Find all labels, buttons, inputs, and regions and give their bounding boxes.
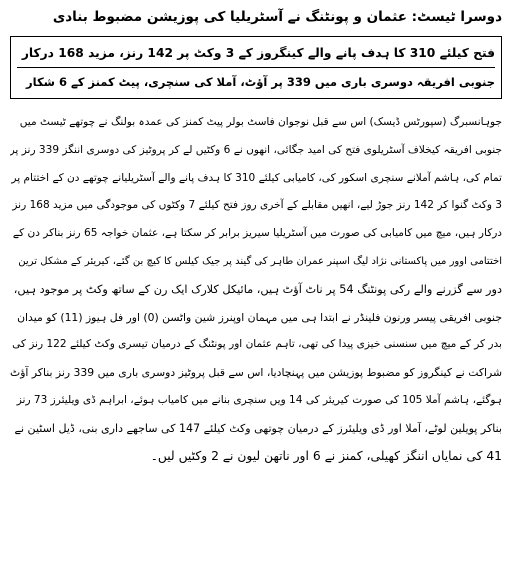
article-body [10, 109, 502, 470]
subheadline-2: جنوبی افریقہ دوسری باری میں 339 پر آؤٹ، آملا کی سنچری، پیٹ کمنز کے 6 شکار [17, 67, 495, 96]
article-headline: دوسرا ٹیسٹ: عثمان و پونٹنگ نے آسٹریلیا کی پوزیشن مضبوط بنادی [52, 9, 502, 25]
body-line: بناکر پویلین لوٹے، آملا اور ڈی ویلیئرز کے درمیان چوتھی وکٹ کیلئے 147 کی ساجھے داری بنی، ڈیل اسٹین نے [14, 421, 502, 435]
body-line: درکار ہیں، میچ میں کامیابی کی صورت میں آسٹریلیا سیریز برابر کر سکتا ہے، عثمان خواجہ 65 رنز بناکر دن کے [12, 227, 502, 240]
body-line: شراکت نے کینگروز کو مضبوط پوزیشن میں پہنچادیا، اس سے قبل پروٹیز دوسری باری میں 339 رنز بناکر آؤٹ [10, 366, 502, 380]
body-line: اختتامی اوور میں پاکستانی نژاد لیگ اسپنر عمران طاہر کی گیند پر جیک کیلس کا کیچ بن گئے، کیریئر کے مشکل ترین [18, 255, 502, 267]
body-line: بدر کر کے میچ میں سنسنی خیزی پیدا کی تھی، تاہم عثمان اور پونٹنگ کے درمیان تیسری وکٹ کیلئے 122 رنز کی [12, 338, 502, 351]
subheadline-box [10, 36, 502, 99]
body-line: جوہانسبرگ (سپورٹس ڈیسک) اس سے قبل نوجوان فاسٹ بولر پیٹ کمنز کی عمدہ بولنگ نے چوتھے ٹیسٹ میں [19, 116, 502, 128]
body-line: ہوگئے، ہاشم آملا 105 کی صورت کیریئر کی 14 ویں سنچری بنانے میں کامیاب ہوئے، ابراہم ڈی ویلیئرز 73 رنز [16, 393, 502, 406]
body-line: دور سے گزرنے والے رکی پونٹنگ 54 پر ناٹ آؤٹ ہیں، مائیکل کلارک ایک رن کے ساتھ وکٹ پر موجود ہیں، [13, 282, 502, 296]
subheadline-1: فتح کیلئے 310 کا ہدف پانے والے کینگروز کے 3 وکٹ پر 142 رنز، مزید 168 درکار [21, 46, 495, 60]
body-line: 41 کی نمایاں اننگز کھیلی، کمنز نے 6 اور ناتھن لیون نے 2 وکٹیں لیں۔ [150, 448, 502, 463]
body-line: جنوبی افریقہ کیخلاف آسٹریلوی فتح کی امید جگائی، انھوں نے 6 وکٹیں لے کر پروٹیز کی دوسری اننگز 339 رنز پر [10, 143, 502, 156]
body-line: 3 وکٹ گنوا کر 142 رنز جوڑ لیے، انھیں مقابلے کے آخری روز فتح کیلئے 7 وکٹوں کی موجودگی میں مزید 168 رنز [12, 199, 502, 212]
body-line: تمام کی، ہاشم آملانے سنچری اسکور کی، کامیابی کیلئے 310 کا ہدف پانے والے آسٹریلیانے چوتھے دن کے اختتام پر [11, 171, 502, 184]
body-line: جنوبی افریقی پیسر ورنون فلینڈر نے ابتدا ہی میں مہمان اوپنرز شین واٹسن (0) اور فل ہیوز (11) کو میدان [17, 310, 502, 324]
